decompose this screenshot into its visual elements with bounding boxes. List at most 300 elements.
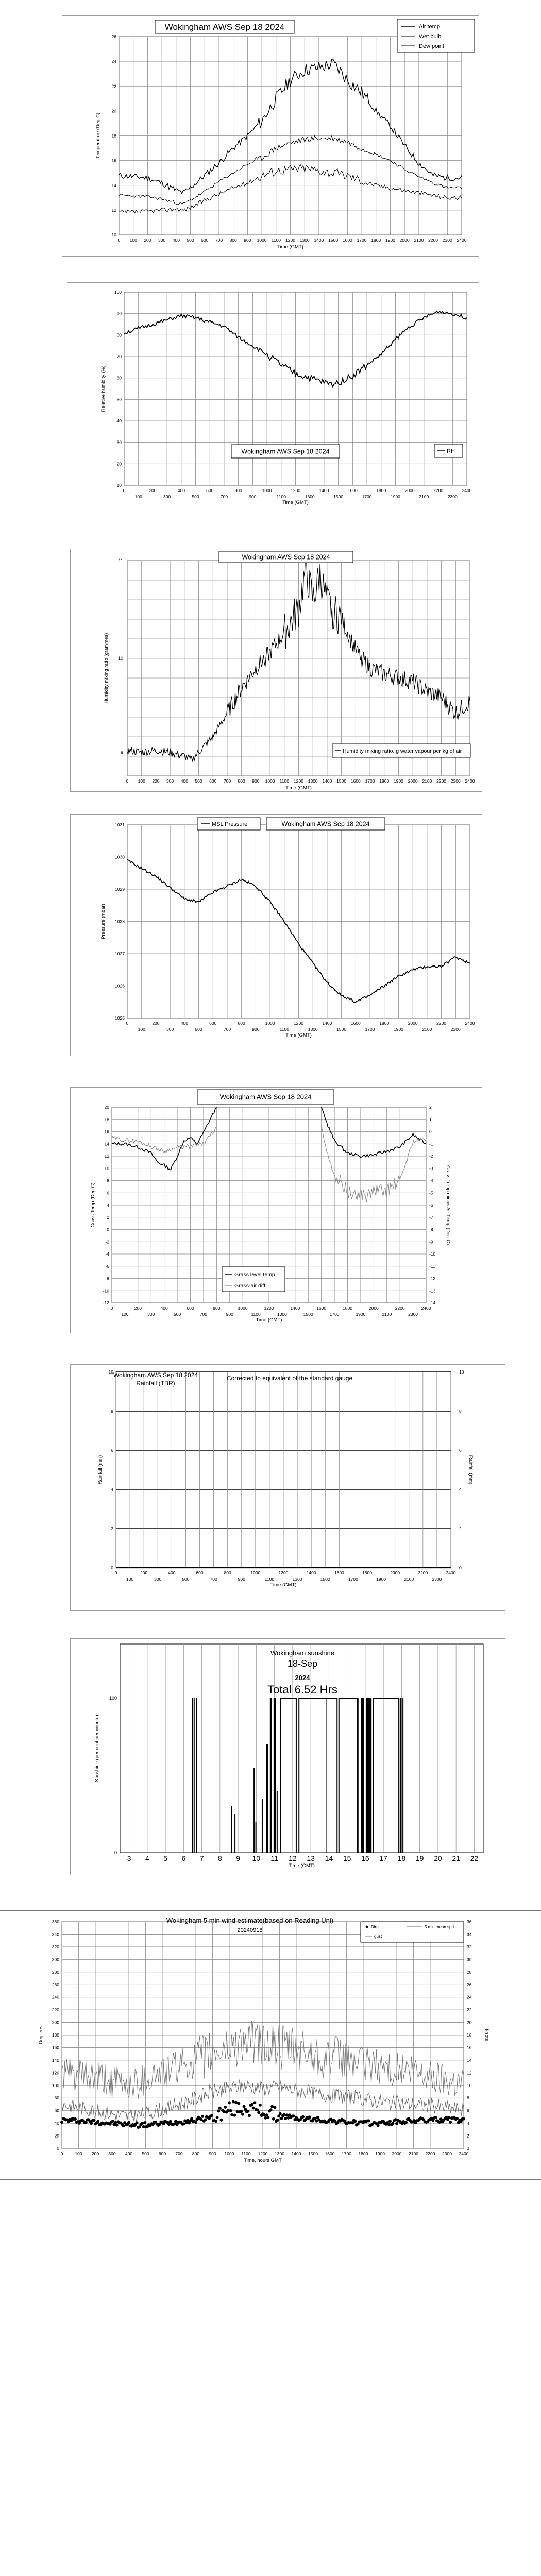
x-tick-label: 100 <box>75 2151 82 2156</box>
y-right-tick-label: -7 <box>429 1214 433 1220</box>
x-tick-label: 12 <box>289 1854 297 1862</box>
y-right-tick-label: -3 <box>429 1165 433 1171</box>
y-axis-label: Temperature (Deg C) <box>95 112 101 159</box>
x-tick-label: 700 <box>223 1027 231 1032</box>
x-tick-label: 900 <box>226 1312 233 1317</box>
x-tick-label: 600 <box>201 238 209 243</box>
direction-point <box>218 2107 222 2110</box>
x-tick-label: 16 <box>361 1854 369 1862</box>
y-tick-label: 18 <box>111 133 116 139</box>
direction-point <box>143 2121 146 2124</box>
y-tick-label: 1025 <box>115 1015 125 1021</box>
y-tick-label: -12 <box>103 1300 109 1306</box>
x-tick-label: 300 <box>108 2151 116 2156</box>
y-tick-label: 16 <box>104 1129 109 1134</box>
x-tick-label: 700 <box>220 494 228 499</box>
x-tick-label: 500 <box>187 238 194 243</box>
wind-chart <box>31 1917 515 2174</box>
x-tick-label: 800 <box>213 1306 221 1311</box>
temperature-chart-panel <box>62 15 479 257</box>
x-tick-label: 2100 <box>404 1577 414 1582</box>
sunshine-bar <box>194 1698 195 1853</box>
x-tick-label: 22 <box>470 1854 479 1862</box>
y-right-tick-label: 2 <box>467 2133 469 2139</box>
x-tick-label: 17 <box>379 1854 387 1862</box>
y-tick-label: 8 <box>111 1409 113 1414</box>
chart-title: Wokingham AWS Sep 18 2024 <box>113 1371 198 1379</box>
x-axis-label: Time (GMT) <box>256 1317 282 1323</box>
x-tick-label: 0 <box>110 1306 113 1311</box>
x-tick-label: 2300 <box>442 238 452 243</box>
x-tick-label: 300 <box>163 494 171 499</box>
y-right-tick-label: 14 <box>467 2057 472 2063</box>
x-tick-label: 1200 <box>258 2151 268 2156</box>
direction-point <box>201 2115 204 2118</box>
y-tick-label: 10 <box>108 1369 113 1375</box>
x-tick-label: 200 <box>152 778 160 784</box>
direction-point <box>210 2114 213 2117</box>
y-right-tick-label: 10 <box>467 2082 472 2088</box>
x-tick-label: 1600 <box>325 2151 335 2156</box>
x-tick-label: 700 <box>199 1312 208 1317</box>
y-right-tick-label: -1 <box>429 1141 433 1147</box>
direction-point <box>92 2119 95 2122</box>
x-tick-label: 1000 <box>265 778 275 784</box>
x-tick-label: 0 <box>126 778 129 784</box>
y-tick-label: 0 <box>111 1565 113 1570</box>
x-tick-label: 200 <box>144 238 151 243</box>
x-tick-label: 2300 <box>408 1312 418 1317</box>
y-tick-label: 180 <box>52 2032 59 2038</box>
y-axis-label-right: knots <box>484 2029 489 2041</box>
x-tick-label: 7 <box>199 1854 204 1862</box>
x-tick-label: 2000 <box>408 778 418 784</box>
x-tick-label: 500 <box>195 778 202 784</box>
x-tick-label: 400 <box>125 2151 133 2156</box>
direction-point <box>283 2113 286 2116</box>
y-tick-label: 40 <box>116 418 122 423</box>
x-tick-label: 1800 <box>358 2151 368 2156</box>
legend-label: Dew point <box>419 43 444 49</box>
y-right-tick-label: -13 <box>429 1288 436 1294</box>
x-tick-label: 0 <box>126 1021 129 1026</box>
y-tick-label: 20 <box>54 2133 59 2139</box>
y-tick-label: 60 <box>54 2108 59 2113</box>
y-tick-label: 30 <box>116 439 122 445</box>
wind-chart-panel <box>31 1917 515 2174</box>
x-tick-label: 2100 <box>422 778 432 784</box>
x-tick-label: 1200 <box>285 238 295 243</box>
direction-point <box>438 2121 441 2124</box>
x-tick-label: 2000 <box>408 1021 418 1026</box>
direction-point <box>122 2124 125 2127</box>
x-tick-label: 2300 <box>447 494 458 499</box>
y-tick-label: 100 <box>109 1696 117 1701</box>
x-tick-label: 1300 <box>277 1312 287 1317</box>
y-right-tick-label: -4 <box>429 1178 433 1183</box>
x-tick-label: 2000 <box>392 2151 402 2156</box>
direction-point <box>394 2118 397 2121</box>
y-right-tick-label: -9 <box>429 1239 433 1245</box>
direction-point <box>194 2121 197 2124</box>
sunshine-bar <box>400 1698 402 1853</box>
direction-point <box>190 2117 193 2120</box>
x-tick-label: 1100 <box>276 494 286 499</box>
y-tick-label: 300 <box>52 1957 59 1962</box>
x-tick-label: 1400 <box>290 1306 300 1311</box>
direction-point <box>434 2116 437 2119</box>
y-tick-label: 10 <box>104 1165 109 1171</box>
sunshine-bar <box>266 1744 268 1853</box>
direction-point <box>219 2119 223 2122</box>
x-tick-label: 1700 <box>357 238 367 243</box>
y-right-tick-label: 1 <box>429 1116 432 1122</box>
x-tick-label: 15 <box>343 1854 351 1862</box>
direction-point <box>462 2117 465 2121</box>
humidity-chart <box>67 283 480 520</box>
y-tick-label: 16 <box>111 158 116 163</box>
x-tick-label: 1200 <box>294 778 303 784</box>
y-tick-label: 11 <box>118 558 123 563</box>
direction-point <box>279 2112 282 2115</box>
x-tick-label: 3 <box>127 1854 131 1862</box>
y-tick-label: 14 <box>111 182 116 188</box>
legend-label: MSL Pressure <box>212 821 248 827</box>
x-tick-label: 1900 <box>390 494 400 499</box>
chart-title: Wokingham AWS Sep 18 2024 <box>219 1093 312 1101</box>
y-right-tick-label: -8 <box>429 1227 433 1232</box>
y-right-tick-label: 0 <box>429 1129 432 1134</box>
x-tick-label: 20 <box>434 1854 442 1862</box>
temperature-chart <box>62 16 480 257</box>
direction-point <box>246 2110 249 2113</box>
x-tick-label: 1500 <box>333 494 344 499</box>
y-tick-label: -10 <box>103 1288 109 1294</box>
x-tick-label: 2400 <box>421 1306 431 1311</box>
x-tick-label: 0 <box>60 2151 63 2156</box>
separator-line <box>0 1910 541 1911</box>
y-right-tick-label: 24 <box>467 1994 472 2000</box>
x-tick-label: 1300 <box>275 2151 284 2156</box>
direction-point <box>234 2101 238 2104</box>
y-tick-label: 1026 <box>115 983 125 989</box>
direction-point <box>217 2109 220 2112</box>
direction-point <box>395 2122 398 2125</box>
legend-label: Wet bulb <box>419 33 442 40</box>
direction-point <box>174 2120 177 2123</box>
y-tick-label: 1031 <box>115 822 125 827</box>
sunshine-bar <box>231 1806 232 1853</box>
y-right-tick-label: 0 <box>459 1565 462 1570</box>
x-tick-label: 1800 <box>376 488 386 493</box>
sunshine-bar <box>274 1698 276 1853</box>
y-tick-label: 20 <box>104 1105 109 1110</box>
y-tick-label: 240 <box>52 1994 59 2000</box>
pressure-chart <box>71 815 483 1057</box>
x-tick-label: 4 <box>145 1854 149 1862</box>
y-axis-label: Relative humidity (%) <box>100 365 106 412</box>
x-tick-label: 2100 <box>419 494 429 499</box>
y-right-tick-label: 8 <box>467 2095 469 2101</box>
y-right-tick-label: -6 <box>429 1202 433 1208</box>
direction-point <box>236 2110 239 2113</box>
sunshine-bar <box>196 1698 197 1853</box>
y-tick-label: 140 <box>52 2057 59 2063</box>
x-tick-label: 1400 <box>306 1570 316 1575</box>
direction-point <box>272 2117 275 2121</box>
x-tick-label: 18 <box>397 1854 406 1862</box>
legend-label: gust <box>374 1934 382 1939</box>
x-tick-label: 500 <box>182 1577 190 1582</box>
x-tick-label: 1800 <box>379 778 390 784</box>
x-tick-label: 500 <box>173 1312 181 1317</box>
x-tick-label: 200 <box>140 1570 148 1575</box>
x-tick-label: 2200 <box>436 778 447 784</box>
sunshine-chart <box>71 1639 506 1876</box>
chart-title: Wokingham 5 min wind estimate(based on Reading Uni) <box>166 1917 334 1924</box>
x-tick-label: 200 <box>149 488 157 493</box>
chart-title: Wokingham AWS Sep 18 2024 <box>241 448 330 455</box>
x-tick-label: 1000 <box>224 2151 234 2156</box>
x-tick-label: 2300 <box>450 778 461 784</box>
sunshine-bar <box>366 1698 372 1853</box>
sunshine-bar <box>234 1814 235 1853</box>
x-tick-label: 900 <box>238 1577 245 1582</box>
direction-point <box>232 2100 235 2104</box>
y-right-tick-label: 6 <box>467 2108 469 2113</box>
x-axis-label: Time (GMT) <box>282 500 309 505</box>
x-tick-label: 400 <box>160 1306 168 1311</box>
y-tick-label: 22 <box>111 83 116 89</box>
sunshine-bar <box>270 1698 272 1853</box>
x-tick-label: 1700 <box>329 1312 340 1317</box>
x-tick-label: 700 <box>223 778 231 784</box>
x-tick-label: 1000 <box>250 1570 261 1575</box>
chart-total: Total 6.52 Hrs <box>267 1683 337 1696</box>
direction-point <box>270 2105 274 2108</box>
y-right-tick-label: 34 <box>467 1931 472 1937</box>
x-tick-label: 700 <box>210 1577 217 1582</box>
y-right-tick-label: -5 <box>429 1190 433 1196</box>
sunshine-bar <box>262 1799 263 1853</box>
y-tick-label: 40 <box>54 2121 59 2126</box>
y-right-tick-label: 28 <box>467 1969 472 1975</box>
direction-point <box>292 2114 295 2117</box>
y-tick-label: 4 <box>111 1487 113 1492</box>
y-right-tick-label: 6 <box>459 1448 462 1453</box>
y-tick-label: 220 <box>52 2007 59 2013</box>
direction-point <box>60 2121 63 2124</box>
y-right-tick-label: -11 <box>429 1263 435 1269</box>
legend-label: 5 min mean spd <box>425 1925 454 1929</box>
x-tick-label: 400 <box>168 1570 176 1575</box>
x-tick-label: 1800 <box>343 1306 352 1311</box>
direction-point <box>404 2121 408 2124</box>
direction-point <box>233 2114 236 2117</box>
x-tick-label: 800 <box>192 2151 200 2156</box>
direction-point <box>308 2115 311 2119</box>
direction-point <box>167 2123 171 2126</box>
x-tick-label: 9 <box>236 1854 241 1862</box>
y-tick-label: 6 <box>111 1448 113 1453</box>
x-tick-label: 1500 <box>336 1027 347 1032</box>
direction-point <box>269 2108 273 2111</box>
direction-point <box>273 2106 276 2109</box>
y-right-tick-label: 4 <box>459 1487 462 1492</box>
y-right-tick-label: 12 <box>467 2070 472 2076</box>
x-axis-label: Time (GMT) <box>270 1582 297 1588</box>
y-tick-label: 160 <box>52 2045 59 2050</box>
x-tick-label: 1800 <box>371 238 381 243</box>
y-right-tick-label: 16 <box>467 2045 472 2050</box>
x-tick-label: 1200 <box>294 1021 303 1026</box>
x-tick-label: 1900 <box>375 2151 385 2156</box>
x-tick-label: 800 <box>224 1570 231 1575</box>
y-right-tick-label: 32 <box>467 1944 472 1950</box>
chart-subtitle: Rainfall (TBR) <box>136 1380 175 1387</box>
chart-title: Wokingham sunshine <box>270 1649 335 1657</box>
direction-point <box>199 2118 202 2121</box>
x-tick-label: 1100 <box>271 238 281 243</box>
x-axis-label: Time (GMT) <box>285 1032 312 1038</box>
x-tick-label: 900 <box>252 1027 260 1032</box>
direction-point <box>284 2117 287 2120</box>
direction-point <box>285 2113 289 2116</box>
x-tick-label: 600 <box>158 2151 166 2156</box>
y-right-tick-label: 2 <box>429 1105 432 1110</box>
x-tick-label: 1000 <box>238 1306 248 1311</box>
direction-point <box>447 2116 450 2119</box>
legend-label: Grass level temp <box>234 1272 275 1278</box>
y-tick-label: 70 <box>116 354 122 359</box>
legend-label: Humidity mixing ratio, g water vapour per kg of air <box>343 748 462 754</box>
x-tick-label: 1500 <box>328 238 339 243</box>
y-right-tick-label: -12 <box>429 1276 436 1281</box>
direction-point <box>214 2120 217 2123</box>
x-tick-label: 2400 <box>446 1570 456 1575</box>
direction-point <box>230 2113 233 2116</box>
x-tick-label: 1100 <box>241 2151 251 2156</box>
humidity-chart-panel <box>67 282 479 519</box>
x-tick-label: 1500 <box>336 778 347 784</box>
legend-label: Air temp <box>419 24 440 30</box>
x-tick-label: 1400 <box>322 1021 332 1026</box>
x-tick-label: 1700 <box>365 1027 375 1032</box>
x-tick-label: 300 <box>154 1577 162 1582</box>
x-tick-label: 2300 <box>450 1027 461 1032</box>
y-tick-label: 320 <box>52 1944 59 1950</box>
direction-point <box>391 2122 394 2125</box>
x-tick-label: 1700 <box>362 494 372 499</box>
x-tick-label: 1400 <box>322 778 332 784</box>
y-right-tick-label: 30 <box>467 1957 472 1962</box>
y-tick-label: 26 <box>111 34 116 39</box>
x-axis-label: Time (GMT) <box>289 1863 315 1869</box>
legend-label: Dirn <box>371 1925 379 1929</box>
direction-point <box>367 2119 370 2122</box>
separator-line-bottom <box>0 2179 541 2180</box>
x-tick-label: 1000 <box>257 238 267 243</box>
x-tick-label: 400 <box>172 238 180 243</box>
x-tick-label: 500 <box>192 494 199 499</box>
direction-point <box>280 2117 283 2120</box>
x-tick-label: 5 <box>163 1854 168 1862</box>
direction-point <box>142 2125 145 2128</box>
x-tick-label: 14 <box>325 1854 333 1862</box>
x-tick-label: 19 <box>415 1854 424 1862</box>
y-tick-label: 18 <box>104 1116 109 1122</box>
x-tick-label: 1600 <box>342 238 352 243</box>
x-tick-label: 1500 <box>303 1312 313 1317</box>
x-tick-label: 700 <box>175 2151 183 2156</box>
rainfall-chart <box>71 1365 506 1611</box>
x-tick-label: 2400 <box>465 1021 475 1026</box>
x-tick-label: 2000 <box>390 1570 400 1575</box>
x-tick-label: 2200 <box>436 1021 447 1026</box>
x-tick-label: 1900 <box>356 1312 366 1317</box>
y-tick-label: -4 <box>105 1251 109 1257</box>
y-right-tick-label: 8 <box>459 1409 462 1414</box>
x-tick-label: 900 <box>249 494 257 499</box>
direction-point <box>266 2116 269 2119</box>
x-tick-label: 100 <box>129 238 137 243</box>
y-tick-label: 60 <box>116 375 122 381</box>
x-tick-label: 1300 <box>299 238 310 243</box>
y-tick-label: 12 <box>104 1154 109 1159</box>
direction-point <box>353 2120 357 2123</box>
x-axis-label: Time, hours GMT <box>244 2158 282 2163</box>
direction-point <box>229 2109 232 2112</box>
x-tick-label: 1600 <box>347 488 358 493</box>
x-tick-label: 2000 <box>399 238 410 243</box>
direction-point <box>243 2105 246 2108</box>
x-tick-label: 2200 <box>418 1570 428 1575</box>
y-axis-label: Rainfall (mm) <box>97 1455 103 1485</box>
x-tick-label: 2000 <box>368 1306 379 1311</box>
legend-label: RH <box>447 448 455 454</box>
direction-point <box>228 2101 231 2104</box>
direction-point <box>141 2122 144 2125</box>
x-tick-label: 2300 <box>442 2151 452 2156</box>
x-tick-label: 800 <box>238 1021 245 1026</box>
y-tick-label: 10 <box>116 483 122 488</box>
direction-point <box>257 2111 260 2114</box>
x-tick-label: 1900 <box>393 778 403 784</box>
direction-point <box>286 2116 290 2120</box>
sunshine-chart-panel <box>70 1638 505 1875</box>
x-tick-label: 1300 <box>305 494 315 499</box>
x-tick-label: 1300 <box>292 1577 302 1582</box>
x-tick-label: 2400 <box>459 2151 469 2156</box>
mixing-ratio-chart <box>71 549 483 792</box>
y-axis-label: Sunshine (per cent per minute) <box>94 1715 100 1782</box>
direction-point <box>315 2120 318 2123</box>
x-tick-label: 200 <box>91 2151 99 2156</box>
x-tick-label: 1300 <box>308 1027 318 1032</box>
x-tick-label: 1500 <box>308 2151 318 2156</box>
direction-point <box>449 2121 452 2124</box>
x-tick-label: 900 <box>252 778 260 784</box>
y-axis-label-right: Rainfall (mm) <box>468 1455 474 1485</box>
direction-point <box>387 2123 390 2126</box>
x-tick-label: 2200 <box>428 238 438 243</box>
y-tick-label: 10 <box>111 232 116 238</box>
x-tick-label: 0 <box>114 1570 117 1575</box>
y-axis-label: Grass Temp (Deg C) <box>90 1182 96 1228</box>
x-tick-label: 300 <box>166 778 174 784</box>
x-tick-label: 100 <box>138 1027 145 1032</box>
x-tick-label: 1800 <box>362 1570 372 1575</box>
